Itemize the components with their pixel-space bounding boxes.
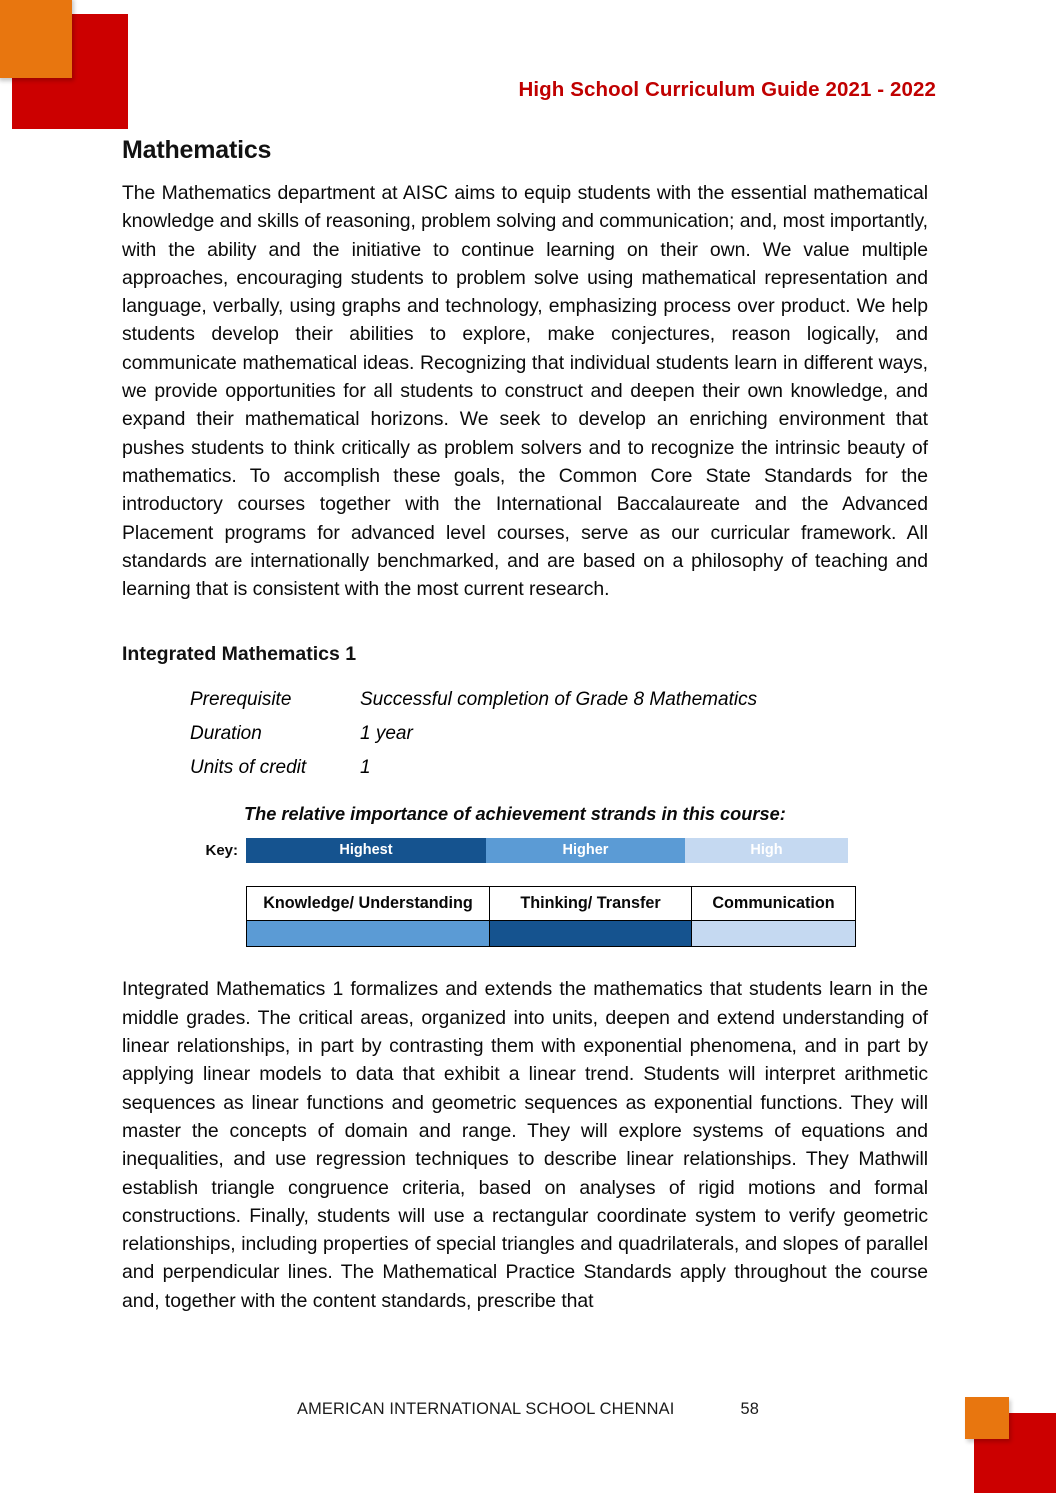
- key-segment-higher: Higher: [486, 838, 685, 863]
- detail-label-prerequisite: Prerequisite: [190, 689, 292, 711]
- page-content: [122, 136, 928, 1315]
- detail-value-units-of-credit: 1: [360, 757, 371, 779]
- strand-level-thinking-transfer: [490, 921, 692, 947]
- course-detail-row-units: [190, 754, 757, 788]
- key-legend-label: Key:: [205, 842, 238, 860]
- strand-level-communication: [692, 921, 856, 947]
- strand-header-thinking-transfer: Thinking/ Transfer: [490, 887, 692, 921]
- course-details-table: [190, 686, 757, 788]
- running-header-title: High School Curriculum Guide 2021 - 2022: [518, 78, 936, 101]
- detail-value-prerequisite: Successful completion of Grade 8 Mathematics: [360, 689, 758, 711]
- footer-school-name: AMERICAN INTERNATIONAL SCHOOL CHENNAI: [297, 1400, 675, 1418]
- decoration-top-left-orange-square: [0, 0, 72, 78]
- achievement-key-legend: [122, 838, 928, 863]
- key-segment-highest: Highest: [246, 838, 486, 863]
- detail-label-units-of-credit: Units of credit: [190, 757, 307, 779]
- strand-header-communication: Communication: [692, 887, 856, 921]
- footer-page-number: 58: [740, 1400, 759, 1418]
- department-intro-paragraph: The Mathematics department at AISC aims to equip students with the essential mathematical knowledge and skills of reasoning, problem solving and communication; and, most importantly, with the ability and the initiative to continue learning on their own. We value multiple approaches, encouraging students to problem solve using mathematical representation and language, verbally, using graphs and technology, emphasizing process over product. We help students develop their abilities to explore, make conjectures, reason logically, and communicate mathematical ideas. Recognizing that individual students learn in different ways, we provide opportunities for all students to construct and deepen their own knowledge, and expand their mathematical horizons. We seek to develop an enriching environment that pushes students to think critically as problem solvers and to recognize the intrinsic beauty of mathematics. To accomplish these goals, the Common Core State Standards for the introductory courses together with the International Baccalaureate and the Advanced Placement programs for advanced level courses, serve as our curricular framework. All standards are internationally benchmarked, and are based on a philosophy of teaching and learning that is consistent with the most current research.: [122, 182, 928, 601]
- achievement-strands-block: [122, 804, 928, 947]
- course-detail-row-prerequisite: [190, 686, 757, 720]
- detail-value-duration: 1 year: [360, 723, 413, 745]
- detail-label-duration: Duration: [190, 723, 262, 745]
- strand-level-row: [247, 921, 856, 947]
- course-detail-row-duration: [190, 720, 757, 754]
- page-title: Mathematics: [122, 136, 272, 164]
- strand-level-knowledge-understanding: [247, 921, 490, 947]
- achievement-strands-table: [246, 886, 856, 947]
- course-heading: Integrated Mathematics 1: [122, 643, 357, 666]
- course-description-paragraph: Integrated Mathematics 1 formalizes and extends the mathematics that students learn in the middle grades. The critical areas, organized into units, deepen and extend understanding of linear relationships, in part by contrasting them with exponential phenomena, and in part by applying linear models to data that exhibit a linear trend. Students will interpret arithmetic sequences as linear functions and geometric sequences as exponential functions. They will master the concepts of domain and range. They will explore systems of equations and inequalities, and use regression techniques to describe linear relationships. They Mathwill establish triangle congruence criteria, based on analyses of rigid motions and formal constructions. Finally, students will use a rectangular coordinate system to verify geometric relationships, including properties of special triangles and quadrilaterals, and slopes of parallel and perpendicular lines. The Mathematical Practice Standards apply throughout the course and, together with the content standards, prescribe that: [122, 978, 928, 1312]
- achievement-strands-caption: The relative importance of achievement strands in this course:: [244, 804, 786, 825]
- page-footer: [0, 1400, 1056, 1419]
- strand-header-knowledge-understanding: Knowledge/ Understanding: [247, 887, 490, 921]
- strand-header-row: [247, 887, 856, 921]
- key-segment-high: High: [685, 838, 848, 863]
